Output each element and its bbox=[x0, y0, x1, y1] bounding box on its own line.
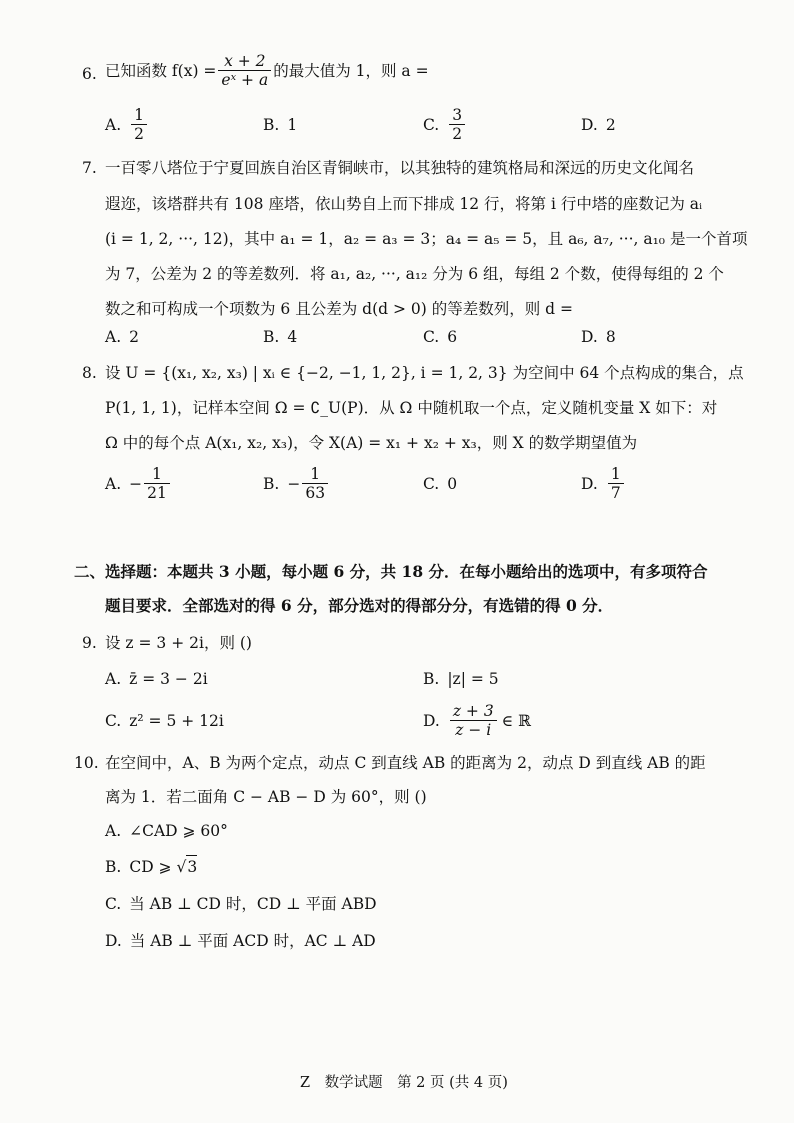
stem-line: 遐迩，该塔群共有 108 座塔，依山势自上而下排成 12 行，将第 i 行中塔的座数记为 aᵢ bbox=[105, 195, 703, 213]
option-text: CD ⩾ bbox=[129, 857, 177, 876]
option-a bbox=[105, 106, 149, 143]
fraction-numerator: z + 3 bbox=[452, 702, 494, 720]
option-text: 当 AB ⊥ 平面 ACD 时，AC ⊥ AD bbox=[129, 932, 376, 950]
fraction-denominator: 21 bbox=[147, 484, 167, 502]
question-stem: 设 z = 3 + 2i，则 () bbox=[105, 634, 252, 652]
fraction-denominator: z − i bbox=[455, 721, 492, 739]
option-label: D. bbox=[423, 711, 440, 730]
option-text: 0 bbox=[447, 475, 458, 493]
option-c bbox=[423, 326, 457, 348]
sqrt-radicand: 3 bbox=[186, 855, 197, 878]
option-label: C. bbox=[423, 115, 440, 134]
minus-sign: − bbox=[287, 474, 301, 493]
stem-line: Ω 中的每个点 A(x₁, x₂, x₃)，令 X(A) = x₁ + x₂ + x₃，则 X 的数学期望值为 bbox=[105, 434, 638, 452]
option-text: z̄ = 3 − 2i bbox=[129, 670, 208, 688]
option-label: C. bbox=[105, 895, 122, 913]
option-label: D. bbox=[581, 116, 598, 134]
option-label: B. bbox=[263, 116, 280, 134]
stem-line: (i = 1, 2, ···, 12)，其中 a₁ = 1，a₂ = a₃ = 3；a₄ = a₅ = 5，且 a₆, a₇, ···, a₁₀ 是一个首项 bbox=[105, 230, 748, 248]
question-number: 6. bbox=[82, 65, 97, 83]
stem-line: P(1, 1, 1)，记样本空间 Ω = ∁_U(P)．从 Ω 中随机取一个点，定义随机变量 X 如下：对 bbox=[105, 399, 718, 417]
option-label: A. bbox=[105, 115, 122, 134]
option-text: ∠CAD ⩾ 60° bbox=[129, 822, 228, 840]
question-number: 9. bbox=[82, 634, 97, 652]
stem-line: 一百零八塔位于宁夏回族自治区青铜峡市，以其独特的建筑格局和深远的历史文化闻名 bbox=[105, 159, 695, 177]
question-number: 7. bbox=[82, 159, 97, 177]
option-a bbox=[105, 326, 139, 348]
sqrt-sign: √ bbox=[176, 857, 187, 876]
option-c bbox=[423, 473, 457, 495]
question-stem bbox=[105, 52, 429, 89]
question-number: 8. bbox=[82, 364, 97, 382]
option-a bbox=[105, 820, 228, 842]
fraction-numerator: 1 bbox=[134, 106, 144, 124]
fraction-denominator: 2 bbox=[452, 125, 463, 143]
option-text: |z| = 5 bbox=[447, 670, 499, 688]
section-instruction-line: 题目要求．全部选对的得 6 分，部分选对的得部分分，有选错的得 0 分． bbox=[105, 596, 614, 615]
option-b bbox=[263, 114, 297, 136]
fraction-numerator: 1 bbox=[610, 465, 621, 483]
option-b bbox=[423, 668, 499, 690]
option-suffix: ∈ ℝ bbox=[501, 711, 531, 730]
option-text: 6 bbox=[447, 328, 458, 346]
option-label: A. bbox=[105, 670, 122, 688]
function-fraction bbox=[218, 52, 271, 89]
question-number: 10. bbox=[74, 754, 99, 772]
option-text: 2 bbox=[129, 328, 139, 346]
option-text: 2 bbox=[605, 116, 616, 134]
page-footer: Z 数学试题 第 2 页 (共 4 页) bbox=[300, 1075, 508, 1091]
option-label: B. bbox=[263, 474, 280, 493]
stem-prefix: 已知函数 f(x) = bbox=[105, 61, 217, 80]
section-instruction-line: 二、选择题：本题共 3 小题，每小题 6 分，共 18 分．在每小题给出的选项中，有多项符合 bbox=[74, 562, 708, 581]
option-label: D. bbox=[581, 328, 598, 346]
option-a bbox=[105, 668, 208, 690]
fraction-denominator: 2 bbox=[134, 125, 144, 143]
stem-line: 离为 1．若二面角 C − AB − D 为 60°，则 () bbox=[105, 788, 427, 806]
option-text: 1 bbox=[287, 116, 298, 134]
option-c bbox=[423, 106, 467, 143]
option-label: C. bbox=[105, 712, 122, 730]
option-d bbox=[423, 702, 531, 739]
option-label: D. bbox=[105, 932, 122, 950]
stem-line: 在空间中，A、B 为两个定点，动点 C 到直线 AB 的距离为 2，动点 D 到直线 AB 的距 bbox=[105, 754, 706, 772]
option-label: B. bbox=[423, 670, 440, 688]
fraction-numerator: 1 bbox=[152, 465, 162, 483]
option-d bbox=[581, 326, 616, 348]
option-label: B. bbox=[105, 857, 122, 876]
fraction-numerator: 3 bbox=[452, 106, 463, 124]
option-label: D. bbox=[581, 474, 598, 493]
option-text: 8 bbox=[605, 328, 616, 346]
stem-line: 为 7，公差为 2 的等差数列．将 a₁, a₂, ···, a₁₂ 分为 6 组，每组 2 个数，使得每组的 2 个 bbox=[105, 265, 724, 283]
option-a bbox=[105, 465, 172, 502]
option-c bbox=[105, 710, 224, 732]
option-b bbox=[263, 326, 297, 348]
fraction-denominator: 7 bbox=[610, 484, 621, 502]
option-b bbox=[263, 465, 330, 502]
option-label: C. bbox=[423, 328, 440, 346]
fraction-numerator: x + 2 bbox=[224, 52, 266, 70]
option-label: C. bbox=[423, 475, 440, 493]
stem-line: 数之和可构成一个项数为 6 且公差为 d(d > 0) 的等差数列，则 d = bbox=[105, 300, 573, 318]
stem-suffix: 的最大值为 1，则 a = bbox=[273, 61, 429, 80]
minus-sign: − bbox=[129, 474, 143, 493]
option-label: A. bbox=[105, 822, 122, 840]
stem-line: 设 U = {(x₁, x₂, x₃) | xᵢ ∈ {−2, −1, 1, 2}, i = 1, 2, 3} 为空间中 64 个点构成的集合，点 bbox=[105, 364, 744, 382]
option-b bbox=[105, 855, 197, 878]
option-d bbox=[581, 465, 626, 502]
option-text: 当 AB ⊥ CD 时，CD ⊥ 平面 ABD bbox=[129, 895, 377, 913]
option-text: 4 bbox=[287, 328, 298, 346]
fraction-denominator: 63 bbox=[305, 484, 326, 502]
option-label: A. bbox=[105, 474, 122, 493]
option-label: B. bbox=[263, 328, 280, 346]
option-label: A. bbox=[105, 328, 122, 346]
fraction-numerator: 1 bbox=[310, 465, 321, 483]
option-d bbox=[581, 114, 616, 136]
option-text: z² = 5 + 12i bbox=[129, 712, 224, 730]
option-c bbox=[105, 893, 377, 915]
option-d bbox=[105, 930, 376, 952]
fraction-denominator: eˣ + a bbox=[221, 71, 269, 89]
